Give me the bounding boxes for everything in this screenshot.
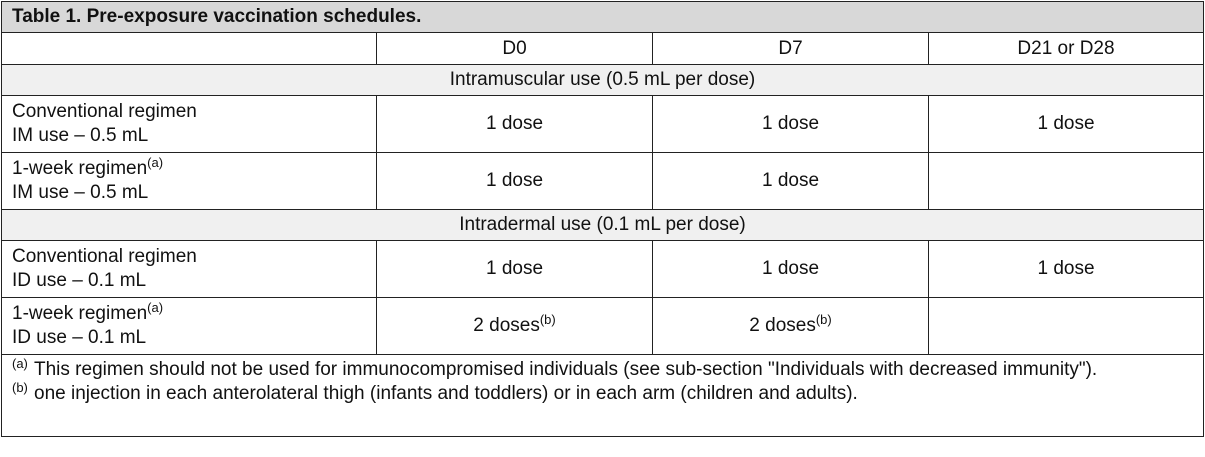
dose-text: 2 doses	[749, 315, 816, 336]
footnote-text: This regimen should not be used for immunocompromised individuals (see sub-section "Individuals with decreased immunity").	[34, 359, 1098, 380]
schedule-table-container	[1, 1, 1203, 437]
footnote-b: $^{(b)}$ one injection in each anterolateral thigh (infants and toddlers) or in each arm (children and adults).	[12, 379, 858, 404]
regimen-name-line	[12, 245, 376, 269]
table-title-row	[2, 2, 1204, 33]
dose-cell-d0	[377, 96, 653, 153]
table-row	[2, 153, 1204, 210]
dose-text: 1 dose	[1037, 258, 1095, 279]
table-row	[2, 241, 1204, 298]
dose-cell-d7	[653, 153, 929, 210]
dose-cell-d0	[377, 241, 653, 298]
footnote-text: one injection in each anterolateral thigh (infants and toddlers) or in each arm (children and adults).	[34, 383, 858, 404]
dose-cell-d0	[377, 153, 653, 210]
dose-cell-d7	[653, 298, 929, 355]
dose-cell-d21-d28	[929, 298, 1204, 355]
regimen-name: 1-week regimen	[12, 303, 148, 324]
dose-footnote-mark: (b)	[539, 311, 556, 327]
column-header-d0: D0	[377, 33, 653, 65]
regimen-footnote-mark: (a)	[147, 299, 164, 315]
column-header-d21-d28: D21 or D28	[929, 33, 1204, 65]
regimen-label	[2, 96, 377, 153]
regimen-name-line	[12, 100, 376, 124]
dose-text: 1 dose	[485, 258, 544, 279]
regimen-name-line	[12, 154, 376, 181]
column-header-d7: D7	[653, 33, 929, 65]
vaccination-schedule-table	[1, 1, 1204, 437]
section-heading-intradermal: Intradermal use (0.1 mL per dose)	[2, 210, 1204, 241]
section-heading-row	[2, 210, 1204, 241]
regimen-label	[2, 298, 377, 355]
dose-cell-d0	[377, 298, 653, 355]
regimen-name: Conventional regimen	[12, 101, 197, 122]
dose-cell-d21-d28	[929, 96, 1204, 153]
regimen-route: ID use – 0.1 mL	[12, 327, 147, 348]
regimen-name-line	[12, 299, 376, 326]
regimen-footnote-mark: (a)	[147, 154, 164, 170]
section-heading-row	[2, 65, 1204, 96]
regimen-route: IM use – 0.5 mL	[12, 125, 149, 146]
footnotes-row	[2, 355, 1204, 437]
dose-footnote-mark: (b)	[815, 311, 832, 327]
dose-cell-d7	[653, 241, 929, 298]
dose-cell-d21-d28	[929, 153, 1204, 210]
dose-cell-d21-d28	[929, 241, 1204, 298]
dose-text: 2 doses	[473, 315, 540, 336]
regimen-route: ID use – 0.1 mL	[12, 270, 147, 291]
dose-text: 1 dose	[761, 258, 820, 279]
table-row	[2, 96, 1204, 153]
regimen-name: 1-week regimen	[12, 158, 148, 179]
section-heading-intramuscular: Intramuscular use (0.5 mL per dose)	[2, 65, 1204, 96]
dose-cell-d7	[653, 96, 929, 153]
regimen-route: IM use – 0.5 mL	[12, 182, 149, 203]
regimen-label	[2, 153, 377, 210]
table-row	[2, 298, 1204, 355]
footnotes-cell	[2, 355, 1204, 437]
column-header-row	[2, 33, 1204, 65]
dose-text: 1 dose	[1037, 113, 1095, 134]
column-header-empty	[2, 33, 377, 65]
regimen-label	[2, 241, 377, 298]
regimen-name: Conventional regimen	[12, 246, 197, 267]
dose-text: 1 dose	[485, 170, 544, 191]
dose-text: 1 dose	[485, 113, 544, 134]
table-title: Table 1. Pre-exposure vaccination schedules.	[2, 2, 1204, 33]
footnote-a: $^{(a)}$ This regimen should not be used for immunocompromised individuals (see sub-section "Individuals with decreased immunity").	[12, 355, 1098, 380]
dose-text: 1 dose	[761, 170, 820, 191]
dose-text: 1 dose	[761, 113, 820, 134]
